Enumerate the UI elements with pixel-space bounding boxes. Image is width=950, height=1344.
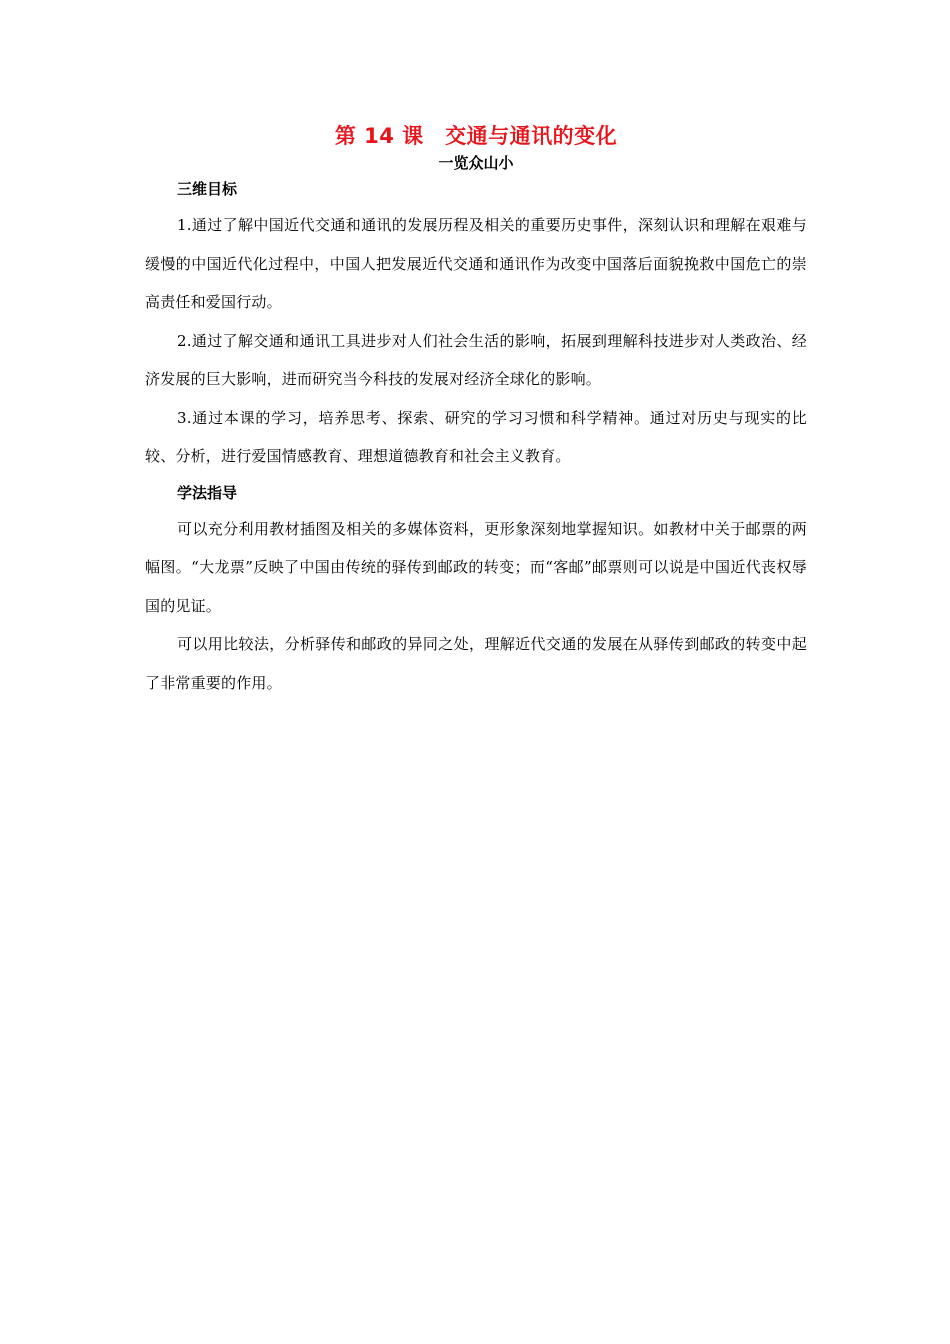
section-study-method (145, 482, 807, 703)
section-heading: 学法指导 (177, 483, 238, 502)
document-page (145, 120, 807, 702)
section-objectives (145, 178, 807, 476)
section-heading: 三维目标 (177, 180, 238, 198)
lesson-title: 第 14 课 交通与通讯的变化 (334, 124, 618, 148)
paragraph: 2.通过了解交通和通讯工具进步对人们社会生活的影响，拓展到理解科技进步对人类政治、经济发展的巨大影响，进而研究当今科技的发展对经济全球化的影响。 (145, 331, 807, 388)
paragraph: 可以充分利用教材插图及相关的多媒体资料，更形象深刻地掌握知识。如教材中关于邮票的两幅图。“大龙票”反映了中国由传统的驿传到邮政的转变；而“客邮”邮票则可以说是中国近代丧权辱国的见证。 (145, 519, 807, 615)
paragraph: 3.通过本课的学习，培养思考、探索、研究的学习习惯和科学精神。通过对历史与现实的比较、分析，进行爱国情感教育、理想道德教育和社会主义教育。 (145, 408, 807, 465)
paragraph: 可以用比较法，分析驿传和邮政的异同之处，理解近代交通的发展在从驿传到邮政的转变中起了非常重要的作用。 (145, 635, 807, 692)
paragraph: 1.通过了解中国近代交通和通讯的发展历程及相关的重要历史事件，深刻认识和理解在艰难与缓慢的中国近代化过程中，中国人把发展近代交通和通讯作为改变中国落后面貌挽救中国危亡的崇高责任和爱国行动。 (145, 216, 807, 311)
lesson-subtitle: 一览众山小 (438, 154, 514, 172)
